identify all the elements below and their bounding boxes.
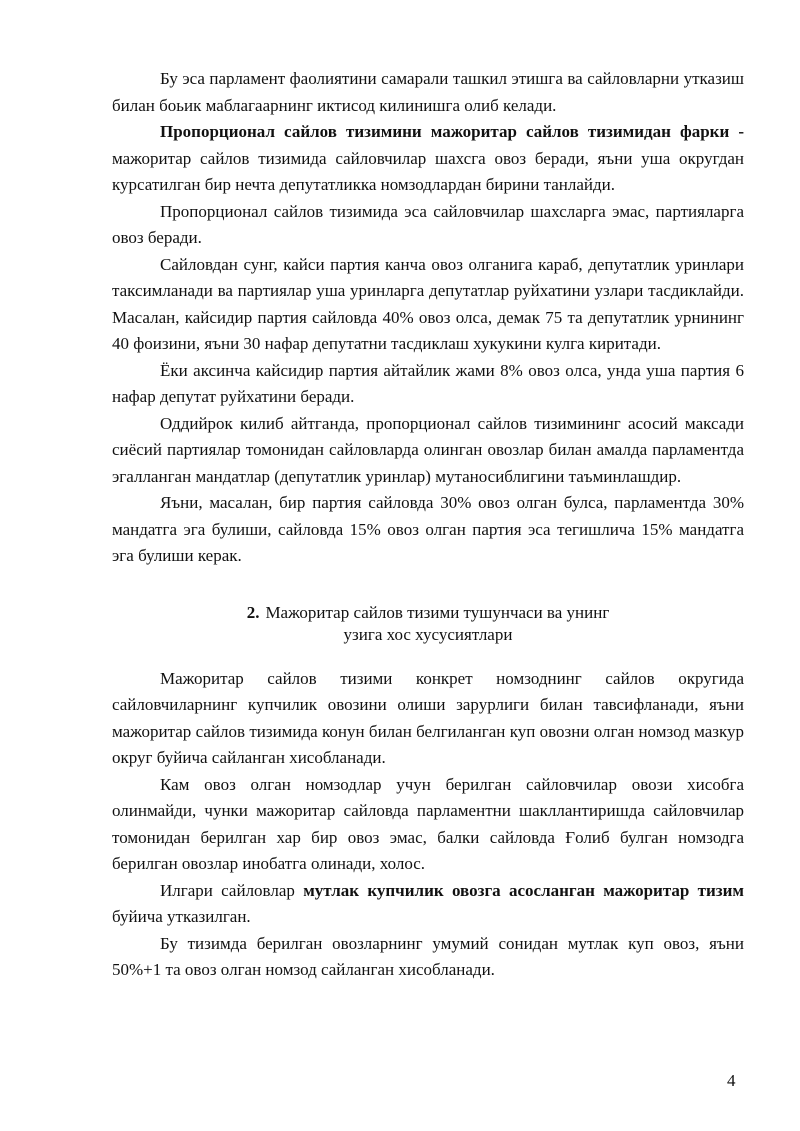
body-text [112,66,744,984]
paragraph-11: Бу тизимда берилган овозларнинг умумий сонидан мутлак куп овоз, яъни 50%+1 та овоз олган номзод сайланган хисобланади. [112,933,744,979]
paragraph-8: Мажоритар сайлов тизими конкрет номзоднинг сайлов округида сайловчиларнинг купчилик овозини олиши зарурлиги билан тавсифланади, яъни мажоритар сайлов тизимида конун билан белгиланган куп овозни олган номзод мазкур округ буйича сайланган хисобланади. [112,668,744,767]
paragraph-6: Оддийрок килиб айтганда, пропорционал сайлов тизимининг асосий максади сиёсий партиялар томонидан сайловларда олинган овозлар билан амалда парламентда эгалланган мандатлар (депутатлик уринлар) мутаносиблигини таъминлашдир. [112,413,744,486]
paragraph-10 [112,878,744,931]
paragraph-1: Бу эса парламент фаолиятини самарали ташкил этишга ва сайловларни утказиш билан боьик маблагаарнинг иктисод килинишга олиб келади. [112,69,744,115]
paragraph-3: Пропорционал сайлов тизимида эса сайловчилар шахсларга эмас, партияларга овоз беради. [112,201,744,247]
paragraph-10-pre: Илгари сайловлар [160,880,304,900]
paragraph-2 [112,119,744,199]
section-heading [112,602,744,646]
section-number: 2. [246,602,260,622]
section-title-line-2: узига хос хусусиятлари [343,624,513,644]
paragraph-5: Ёки аксинча кайсидир партия айтайлик жами 8% овоз олса, унда уша партия 6 нафар депутат руйхатини беради. [112,360,744,406]
paragraph-9: Кам овоз олган номзодлар учун берилган сайловчилар овози хисобга олинмайди, чунки мажоритар сайловда парламентни шакллантиришда сайловчилар томонидан берилган хар бир овоз эмас, балки сайловда Ғолиб булган номзодга берилган овозлар инобатга олинади, холос. [112,774,744,873]
paragraph-7: Яъни, масалан, бир партия сайловда 30% овоз олган булса, парламентда 30% мандатга эга булиши, сайловда 15% овоз олган партия эса тегишлича 15% мандатга эга булиши керак. [112,493,744,565]
paragraph-2-bold: Пропорционал сайлов тизимини мажоритар сайлов тизимидан фарки - [160,122,744,141]
paragraph-10-bold: мутлак купчилик овозга асосланган мажоритар тизим [303,880,744,900]
paragraph-10-post: буйича утказилган. [112,907,251,926]
paragraph-4: Сайловдан сунг, кайси партия канча овоз олганига караб, депутатлик уринлари таксимланади ва партиялар уша уринларга депутатлар руйхатини узлари тасдиклайди. Масалан, кайсидир партия сайловда 40% овоз олса, демак 75 та депутатлик урнининг 40 фоизини, яъни 30 нафар депутатни тасдиклаш хукукини кулга киритади. [112,254,744,353]
section-title-line-1: Мажоритар сайлов тизими тушунчаси ва унинг [265,602,610,622]
page-number: 4 [727,1071,736,1090]
section-heading-line-1 [112,602,744,624]
paragraph-2-rest: мажоритар сайлов тизимида сайловчилар шахсга овоз беради, яъни уша округдан курсатилган бир нечта депутатликка номзодлардан бирини танлайди. [112,148,744,194]
